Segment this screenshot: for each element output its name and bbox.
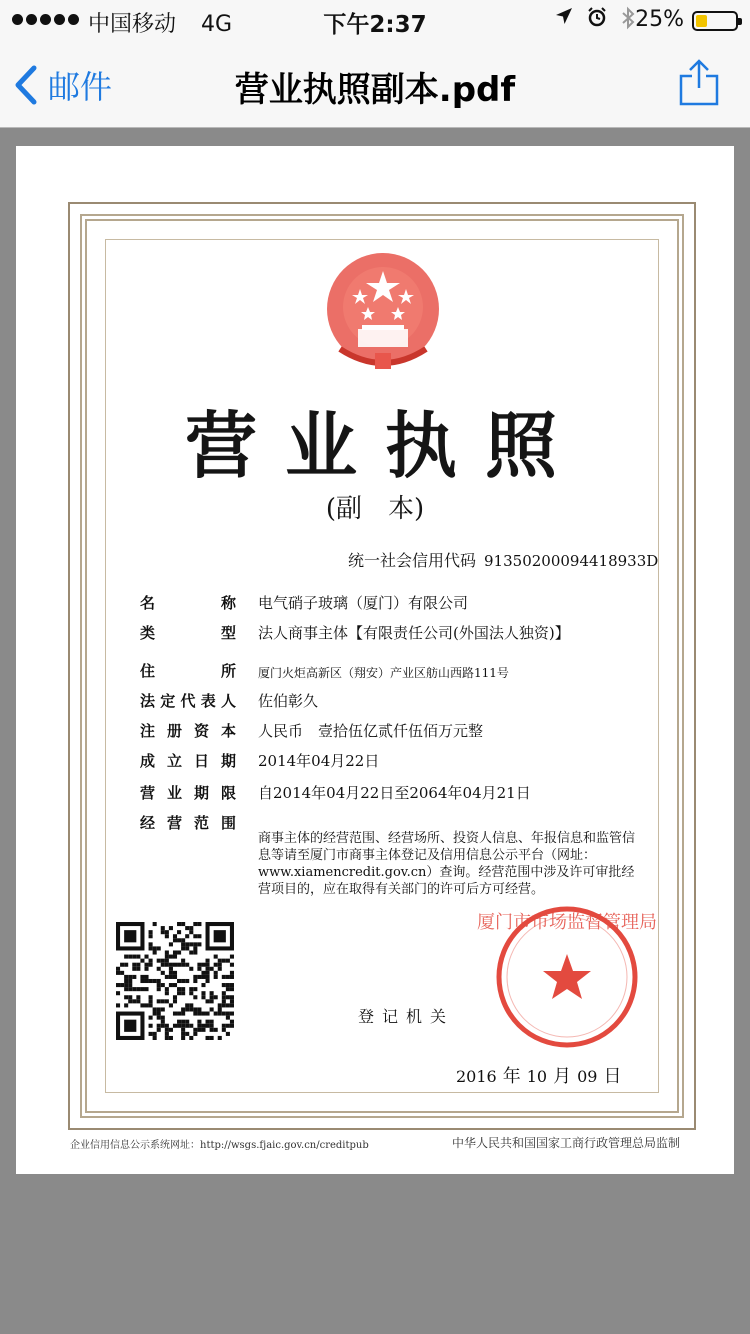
footer-issuer: 中华人民共和国国家工商行政管理总局监制	[451, 1136, 680, 1150]
field-label: 营 业 期 限	[140, 784, 236, 802]
footer-url: 企业信用信息公示系统网址：http://wsgs.fjaic.gov.cn/creditpub	[70, 1140, 369, 1151]
day-char: 日	[603, 1066, 622, 1087]
share-icon[interactable]	[678, 58, 720, 106]
credit-code-value: 91350200094418933D	[484, 552, 659, 570]
field-label: 成 立 日 期	[140, 752, 236, 770]
field-label: 名 称	[140, 594, 236, 612]
issue-month: 10	[526, 1067, 548, 1086]
field-value: 厦门火炬高新区（翔安）产业区舫山西路111号	[258, 666, 509, 680]
business-scope-text: 商事主体的经营范围、经营场所、投资人信息、年报信息和监管信息等请至厦门市商事主体登记及信用信息公示平台（网址：www.xiamencredit.gov.cn）查询。经营范围中涉及许可审批经营项目的，应在取得有关部门的许可后方可经营。	[258, 831, 636, 897]
top-bar	[0, 0, 750, 128]
credit-code-label: 统一社会信用代码	[348, 551, 477, 570]
navigation-bar	[0, 40, 750, 128]
month-char: 月	[553, 1066, 572, 1087]
status-time: 下午2:37	[323, 12, 427, 38]
field-label: 类 型	[140, 624, 236, 642]
field-value: 人民币 壹拾伍亿贰仟伍佰万元整	[258, 722, 484, 740]
battery-percent: 25%	[635, 7, 684, 32]
issue-date	[456, 1062, 627, 1088]
issue-day: 09	[577, 1067, 598, 1086]
carrier-name: 中国移动	[88, 12, 177, 37]
field-label: 注 册 资 本	[140, 722, 236, 740]
qr-code[interactable]	[116, 922, 234, 1040]
back-label: 邮件	[48, 68, 113, 106]
issue-year: 2016	[456, 1067, 497, 1086]
field-value: 自2014年04月22日至2064年04月21日	[258, 784, 531, 802]
registration-authority-label: 登记机关	[358, 1007, 455, 1026]
official-seal	[477, 902, 657, 1052]
battery-icon	[692, 11, 738, 31]
status-bar	[0, 0, 750, 40]
copy-label: (副 本)	[325, 494, 425, 524]
status-icons	[555, 7, 635, 29]
license-title: 营业执照	[184, 403, 585, 488]
pdf-page[interactable]	[16, 146, 734, 1174]
field-value: 2014年04月22日	[258, 752, 380, 770]
field-label: 法 定 代 表 人	[140, 692, 236, 710]
credit-code	[348, 548, 658, 571]
network-type: 4G	[201, 12, 233, 37]
year-char: 年	[502, 1066, 521, 1087]
document-title: 营业执照副本.pdf	[234, 70, 516, 110]
field-value: 法人商事主体【有限责任公司(外国法人独资)】	[258, 624, 570, 642]
bluetooth-icon	[621, 7, 635, 29]
alarm-icon	[587, 7, 607, 27]
seal-lettering: 厦门市市场监督管理局	[477, 912, 657, 933]
field-label: 经 营 范 围	[140, 814, 236, 832]
field-label: 住 所	[140, 662, 236, 680]
location-arrow-icon	[555, 7, 573, 25]
field-value: 佐伯彰久	[258, 692, 319, 710]
national-emblem-icon	[320, 249, 446, 375]
field-value: 电气硝子玻璃（厦门）有限公司	[258, 594, 469, 612]
